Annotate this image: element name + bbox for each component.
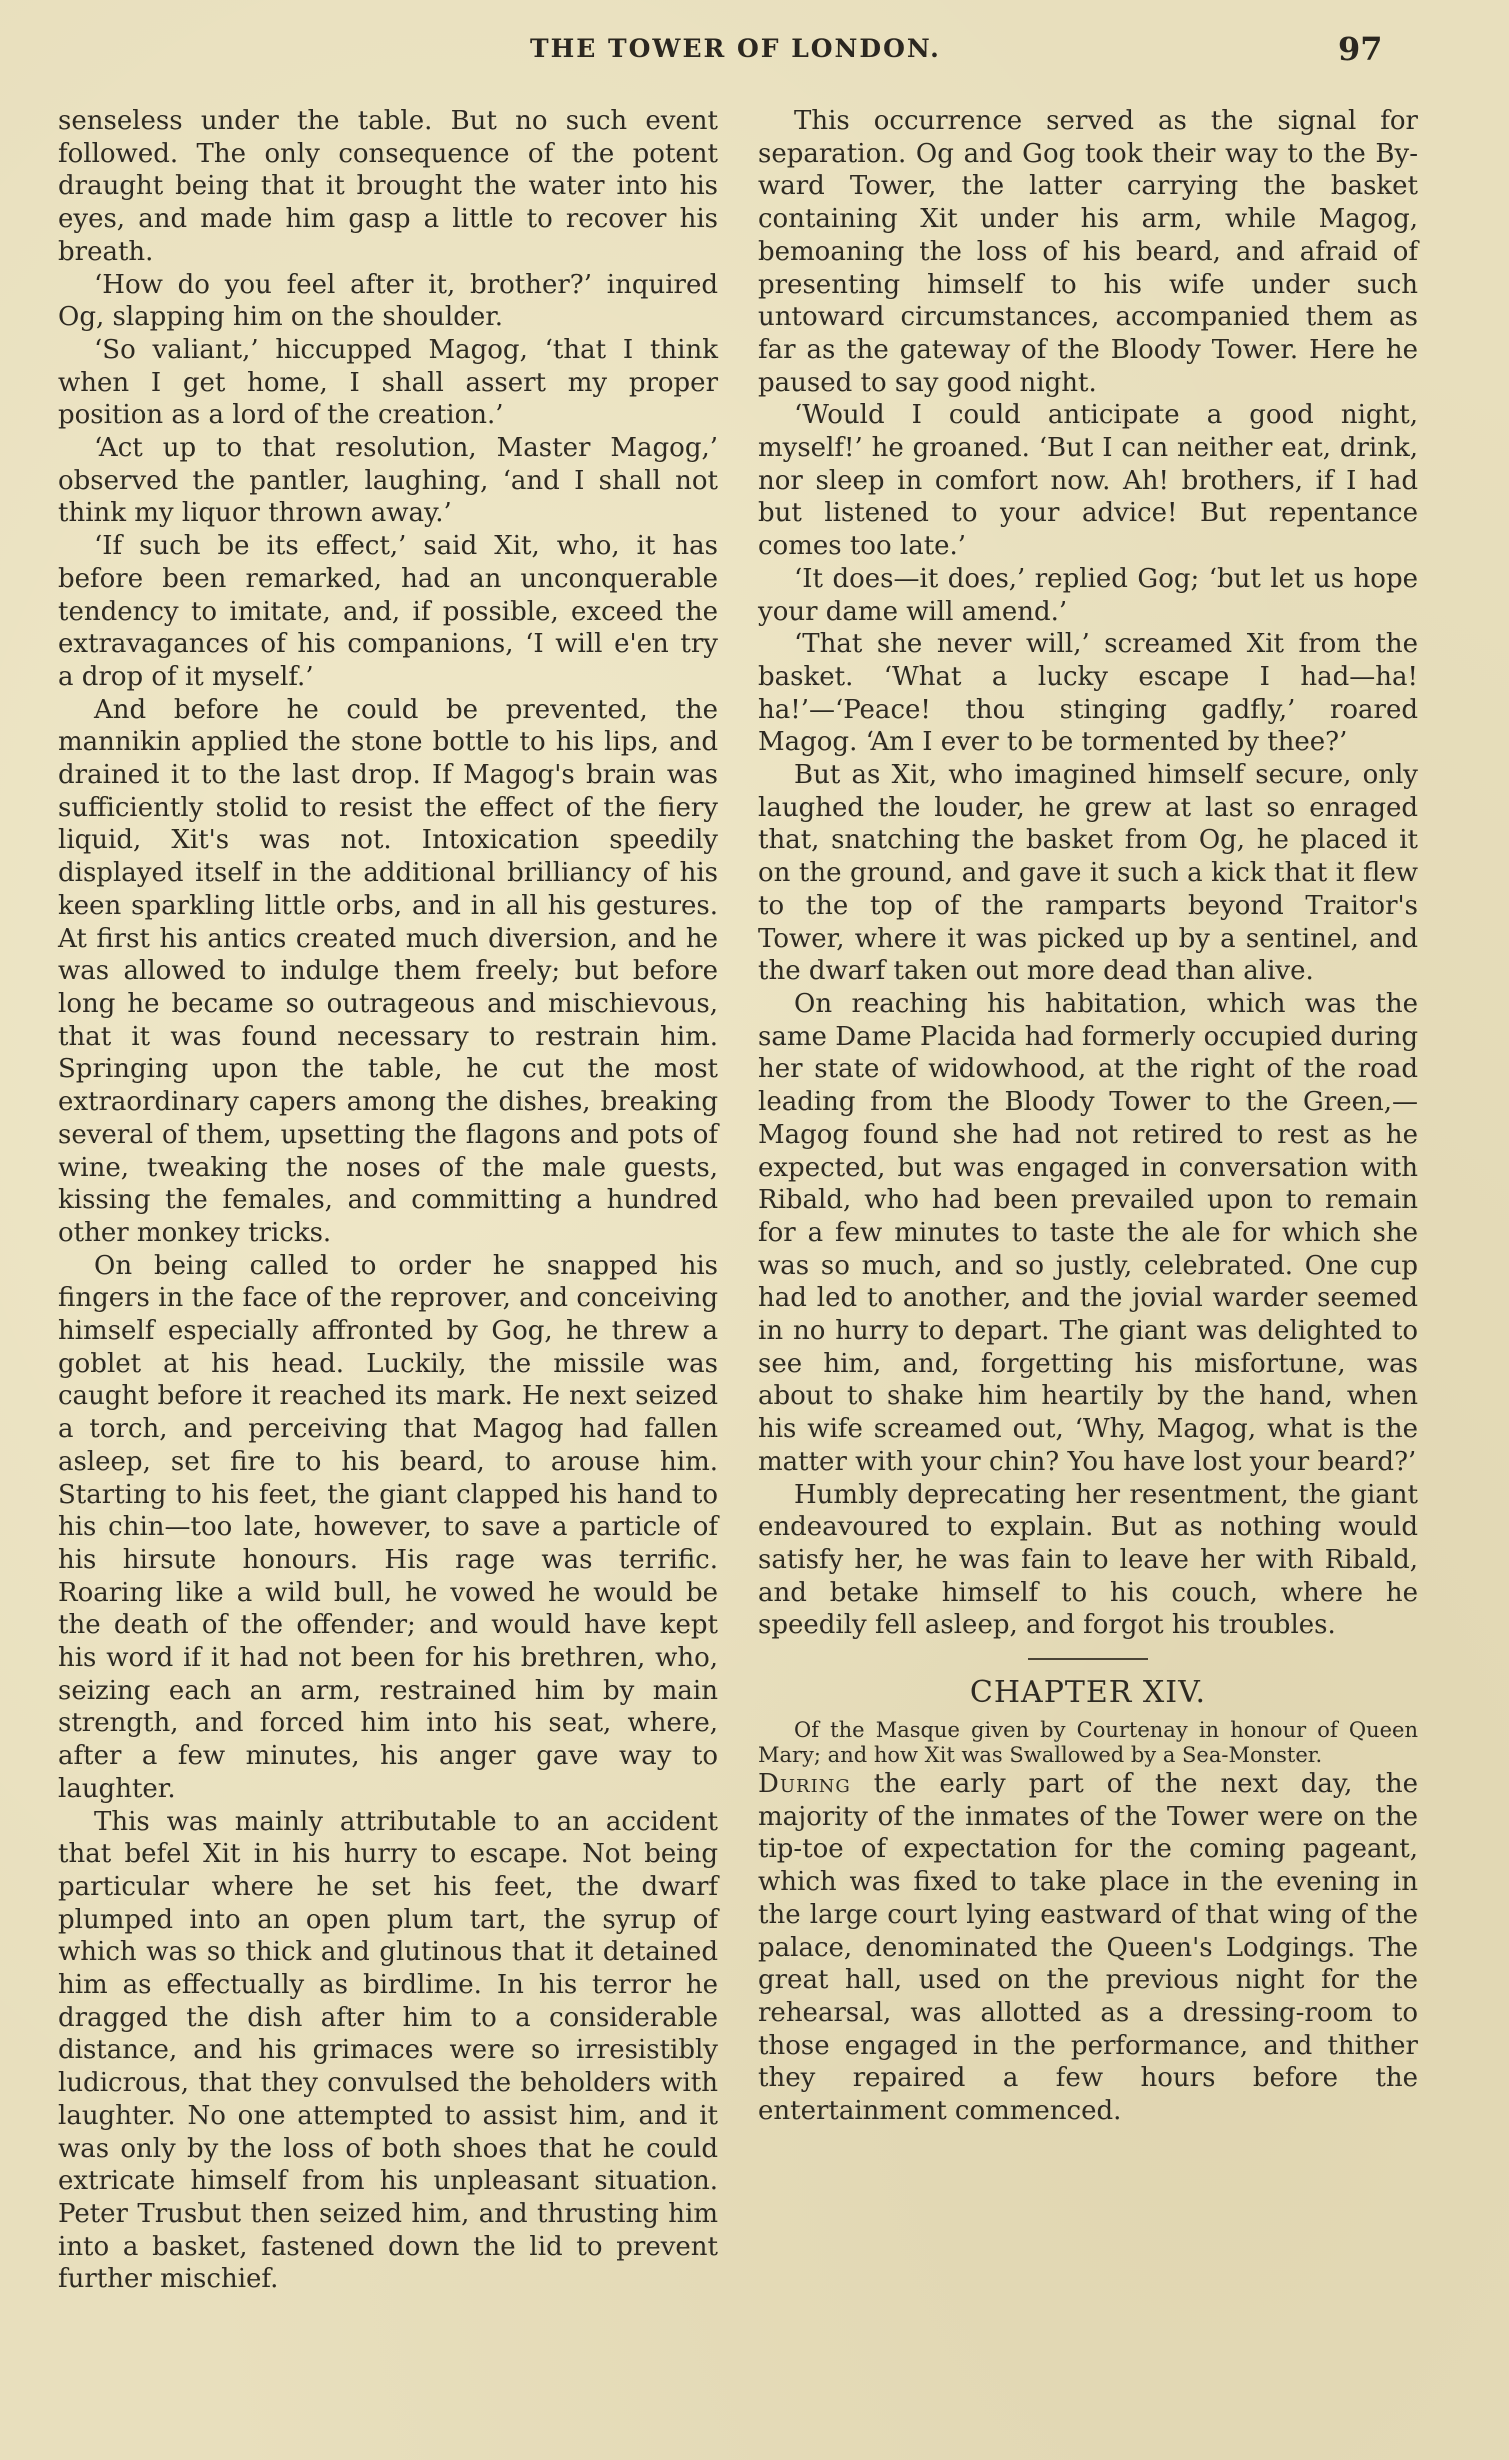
paragraph: ‘So valiant,’ hiccupped Magog, ‘that I think when I get home, I shall assert my proper position as a lord of the creation.’ [58,334,718,431]
running-head [0,30,1509,74]
paragraph: But as Xit, who imagined himself secure, only laughed the louder, he grew at last so enraged that, snatching the basket from Og, he placed it on the ground, and gave it such a kick that it flew to the top of the ramparts beyond Traitor's Tower, where it was picked up by a sentinel, and the dwarf taken out more dead than alive. [758,760,1418,987]
paragraph: ‘It does—it does,’ replied Gog; ‘but let us hope your dame will amend.’ [758,563,1418,627]
chapter-opening-text: the early part of the next day, the majority of the inmates of the Tower were on the tip-toe of expectation for the coming pageant, which was fixed to take place in the evening in the large court lying eastward of that wing of the palace, denominated the Queen's Lodgings. The great hall, used on the previous night for the rehearsal, was allotted as a dressing-room to those engaged in the performance, and thither they repaired a few hours before the entertainment commenced. [758,1769,1418,2127]
paragraph: ‘Would I could anticipate a good night, myself!’ he groaned. ‘But I can neither eat, drink, nor sleep in comfort now. Ah! brothers, if I had but listened to your advice! But repentance comes too late.’ [758,400,1418,562]
paragraph: ‘That she never will,’ screamed Xit from the basket. ‘What a lucky escape I had—ha! ha!’—‘Peace! thou stinging gadfly,’ roared Magog. ‘Am I ever to be tormented by thee?’ [758,629,1418,758]
chapter-summary: Of the Masque given by Courtenay in honour of Queen Mary; and how Xit was Swallowed by a Sea-Monster. [758,1718,1418,1768]
paragraph: ‘If such be its effect,’ said Xit, who, it has before been remarked, had an unconquerable tendency to imitate, and, if possible, exceed the extravagances of his companions, ‘I will e'en try a drop of it myself.’ [58,531,718,692]
paragraph: ‘Act up to that resolution, Master Magog,’ observed the pantler, laughing, ‘and I shall not think my liquor thrown away.’ [58,433,718,529]
chapter-divider [1028,1658,1148,1660]
page-number: 97 [1338,30,1383,68]
chapter-opening-word: During [758,1769,851,1800]
chapter-heading: CHAPTER XIV. [969,1675,1207,1711]
paragraph: On reaching his habitation, which was the same Dame Placida had formerly occupied during her state of widowhood, at the right of the road leading from the Bloody Tower to the Green,—Magog found she had not retired to rest as he expected, but was engaged in conversation with Ribald, who had been prevailed upon to remain for a few minutes to taste the ale for which she was so much, and so justly, celebrated. One cup had led to another, and the jovial warder seemed in no hurry to depart. The giant was delighted to see him, and, forgetting his misfortune, was about to shake him heartily by the hand, when his wife screamed out, ‘Why, Magog, what is the matter with your chin? You have lost your beard?’ [758,988,1418,1477]
paragraph: On being called to order he snapped his fingers in the face of the reprover, and conceiving himself especially affronted by Gog, he threw a goblet at his head. Luckily, the missile was caught before it reached its mark. He next seized a torch, and perceiving that Magog had fallen asleep, set fire to his beard, to arouse him. Starting to his feet, the giant clapped his hand to his chin—too late, however, to save a particle of his hirsute honours. His rage was terrific. Roaring like a wild bull, he vowed he would be the death of the offender; and would have kept his word if it had not been for his brethren, who, seizing each an arm, restrained him by main strength, and forced him into his seat, where, after a few minutes, his anger gave way to laughter. [58,1250,718,1804]
paragraph: senseless under the table. But no such event followed. The only consequence of the potent draught being that it brought the water into his eyes, and made him gasp a little to recover his breath. [58,106,718,267]
paragraph: And before he could be prevented, the mannikin applied the stone bottle to his lips, and drained it to the last drop. If Magog's brain was sufficiently stolid to resist the effect of the fiery liquid, Xit's was not. Intoxication speedily displayed itself in the additional brilliancy of his keen sparkling little orbs, and in all his gestures. At first his antics created much diversion, and he was allowed to indulge them freely; but before long he became so outrageous and mischievous, that it was found necessary to restrain him. Springing upon the table, he cut the most extraordinary capers among the dishes, breaking several of them, upsetting the flagons and pots of wine, tweaking the noses of the male guests, kissing the females, and committing a hundred other monkey tricks. [58,694,718,1248]
chapter-opening-paragraph [758,1768,1418,2128]
running-title: THE TOWER OF LONDON. [530,34,941,63]
left-column [58,105,718,2296]
paragraph: Humbly deprecating her resentment, the giant endeavoured to explain. But as nothing would satisfy her, he was fain to leave her with Ribald, and betake himself to his couch, where he speedily fell asleep, and forgot his troubles. [758,1479,1418,1641]
paragraph: This occurrence served as the signal for separation. Og and Gog took their way to the By-ward Tower, the latter carrying the basket containing Xit under his arm, while Magog, bemoaning the loss of his beard, and afraid of presenting himself to his wife under such untoward circumstances, accompanied them as far as the gateway of the Bloody Tower. Here he paused to say good night. [758,106,1418,398]
right-column [758,105,1418,2128]
paragraph: ‘How do you feel after it, brother?’ inquired Og, slapping him on the shoulder. [58,269,718,333]
paragraph: This was mainly attributable to an accident that befel Xit in his hurry to escape. Not being particular where he set his feet, the dwarf plumped into an open plum tart, the syrup of which was so thick and glutinous that it detained him as effectually as birdlime. In his terror he dragged the dish after him to a considerable distance, and his grimaces were so irresistibly ludicrous, that they convulsed the beholders with laughter. No one attempted to assist him, and it was only by the loss of both shoes that he could extricate himself from his unpleasant situation. Peter Trusbut then seized him, and thrusting him into a basket, fastened down the lid to prevent further mischief. [58,1806,718,2295]
